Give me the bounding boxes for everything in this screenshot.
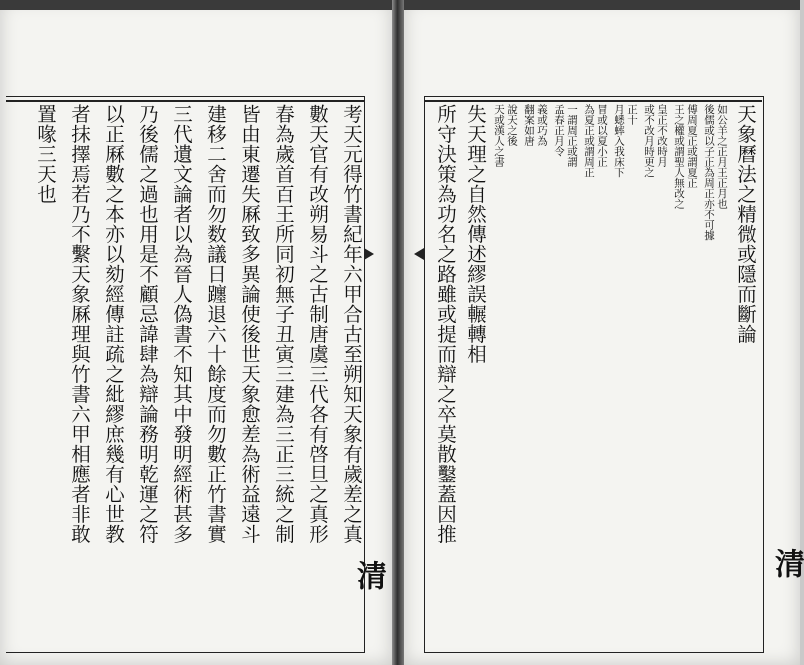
- annotation-column: [552, 104, 578, 644]
- book-gutter: [392, 0, 404, 665]
- annotation-line: 如公羊之正月王正月也: [716, 104, 728, 209]
- text-column: 以正厤數之本亦以劾經傳註疏之紕繆庶幾有心世教: [102, 104, 125, 544]
- annotation-line: 翻案如唐: [523, 104, 535, 146]
- left-page-top-edge: [0, 0, 392, 10]
- annotation-line: 後儒或以子正為周正亦不可據: [703, 104, 715, 241]
- annotation-line: 皇正不改時月: [656, 104, 668, 167]
- annotation-line: 孟春正月令: [553, 104, 565, 157]
- text-column: 春為歲首百王所同初無子丑寅三建為三正三統之制: [272, 104, 295, 544]
- annotation-column: [702, 104, 728, 644]
- annotation-column: [582, 104, 608, 644]
- annotation-line: 月蟋蟀入我床下: [613, 104, 625, 178]
- annotation-line: 說天之後: [506, 104, 518, 146]
- annotation-line: 為夏正或謂周正: [583, 104, 595, 178]
- annotation-line: 冒或以夏小正: [596, 104, 608, 167]
- right-page-top-edge: [404, 0, 800, 10]
- text-column: 數天官有改朔易斗之古制唐虞三代各有啓旦之真形: [306, 104, 329, 544]
- right-fishtail-mark: [414, 248, 424, 260]
- left-frame-top-rule: [6, 100, 364, 102]
- text-column: 皆由東遷失厤致多異論使後世天象愈差為術益遠斗: [238, 104, 261, 544]
- text-column: 考天元得竹書紀年六甲合古至朔知天象有歲差之真: [340, 104, 363, 544]
- annotation-line: 或不改月時更之: [643, 104, 655, 178]
- annotation-line: 正十: [626, 104, 638, 125]
- annotation-line: 義或巧為: [536, 104, 548, 146]
- text-column: 乃後儒之過也用是不顧忌諱肆為辯論務明乾運之符: [136, 104, 159, 544]
- text-column: 者抹擇焉若乃不繫天象厤理與竹書六甲相應者非敢: [68, 104, 91, 544]
- annotation-line: 天或漢人之書: [493, 104, 505, 167]
- annotation-line: 一謂周正或謂: [566, 104, 578, 167]
- text-column: 失天理之自然傳述繆誤輾轉相: [464, 104, 487, 364]
- left-edge-character: 清: [351, 560, 386, 590]
- annotation-line: 傅周夏正或謂夏正: [686, 104, 698, 188]
- right-edge-character: 清: [769, 548, 804, 578]
- text-column: 建移二舍而勿数議日躔退六十餘度而勿數正竹書實: [204, 104, 227, 544]
- text-column: 三代遺文論者以為晉人偽書不知其中發明經術甚多: [170, 104, 193, 544]
- annotation-line: 王之權或謂聖人無改之: [673, 104, 685, 209]
- text-column: 天象曆法之精微或隱而斷論: [734, 104, 757, 344]
- annotation-column: [522, 104, 548, 644]
- annotation-column: [612, 104, 638, 644]
- text-column: 所守決策為功名之路雖或提而辯之卒莫散鑿蓋因推: [434, 104, 457, 544]
- left-fishtail-mark: [364, 248, 374, 260]
- text-column: 置喙三天也: [34, 104, 57, 204]
- right-frame-top-rule: [424, 100, 762, 102]
- annotation-column: [672, 104, 698, 644]
- annotation-column: [492, 104, 518, 644]
- annotation-column: [642, 104, 668, 644]
